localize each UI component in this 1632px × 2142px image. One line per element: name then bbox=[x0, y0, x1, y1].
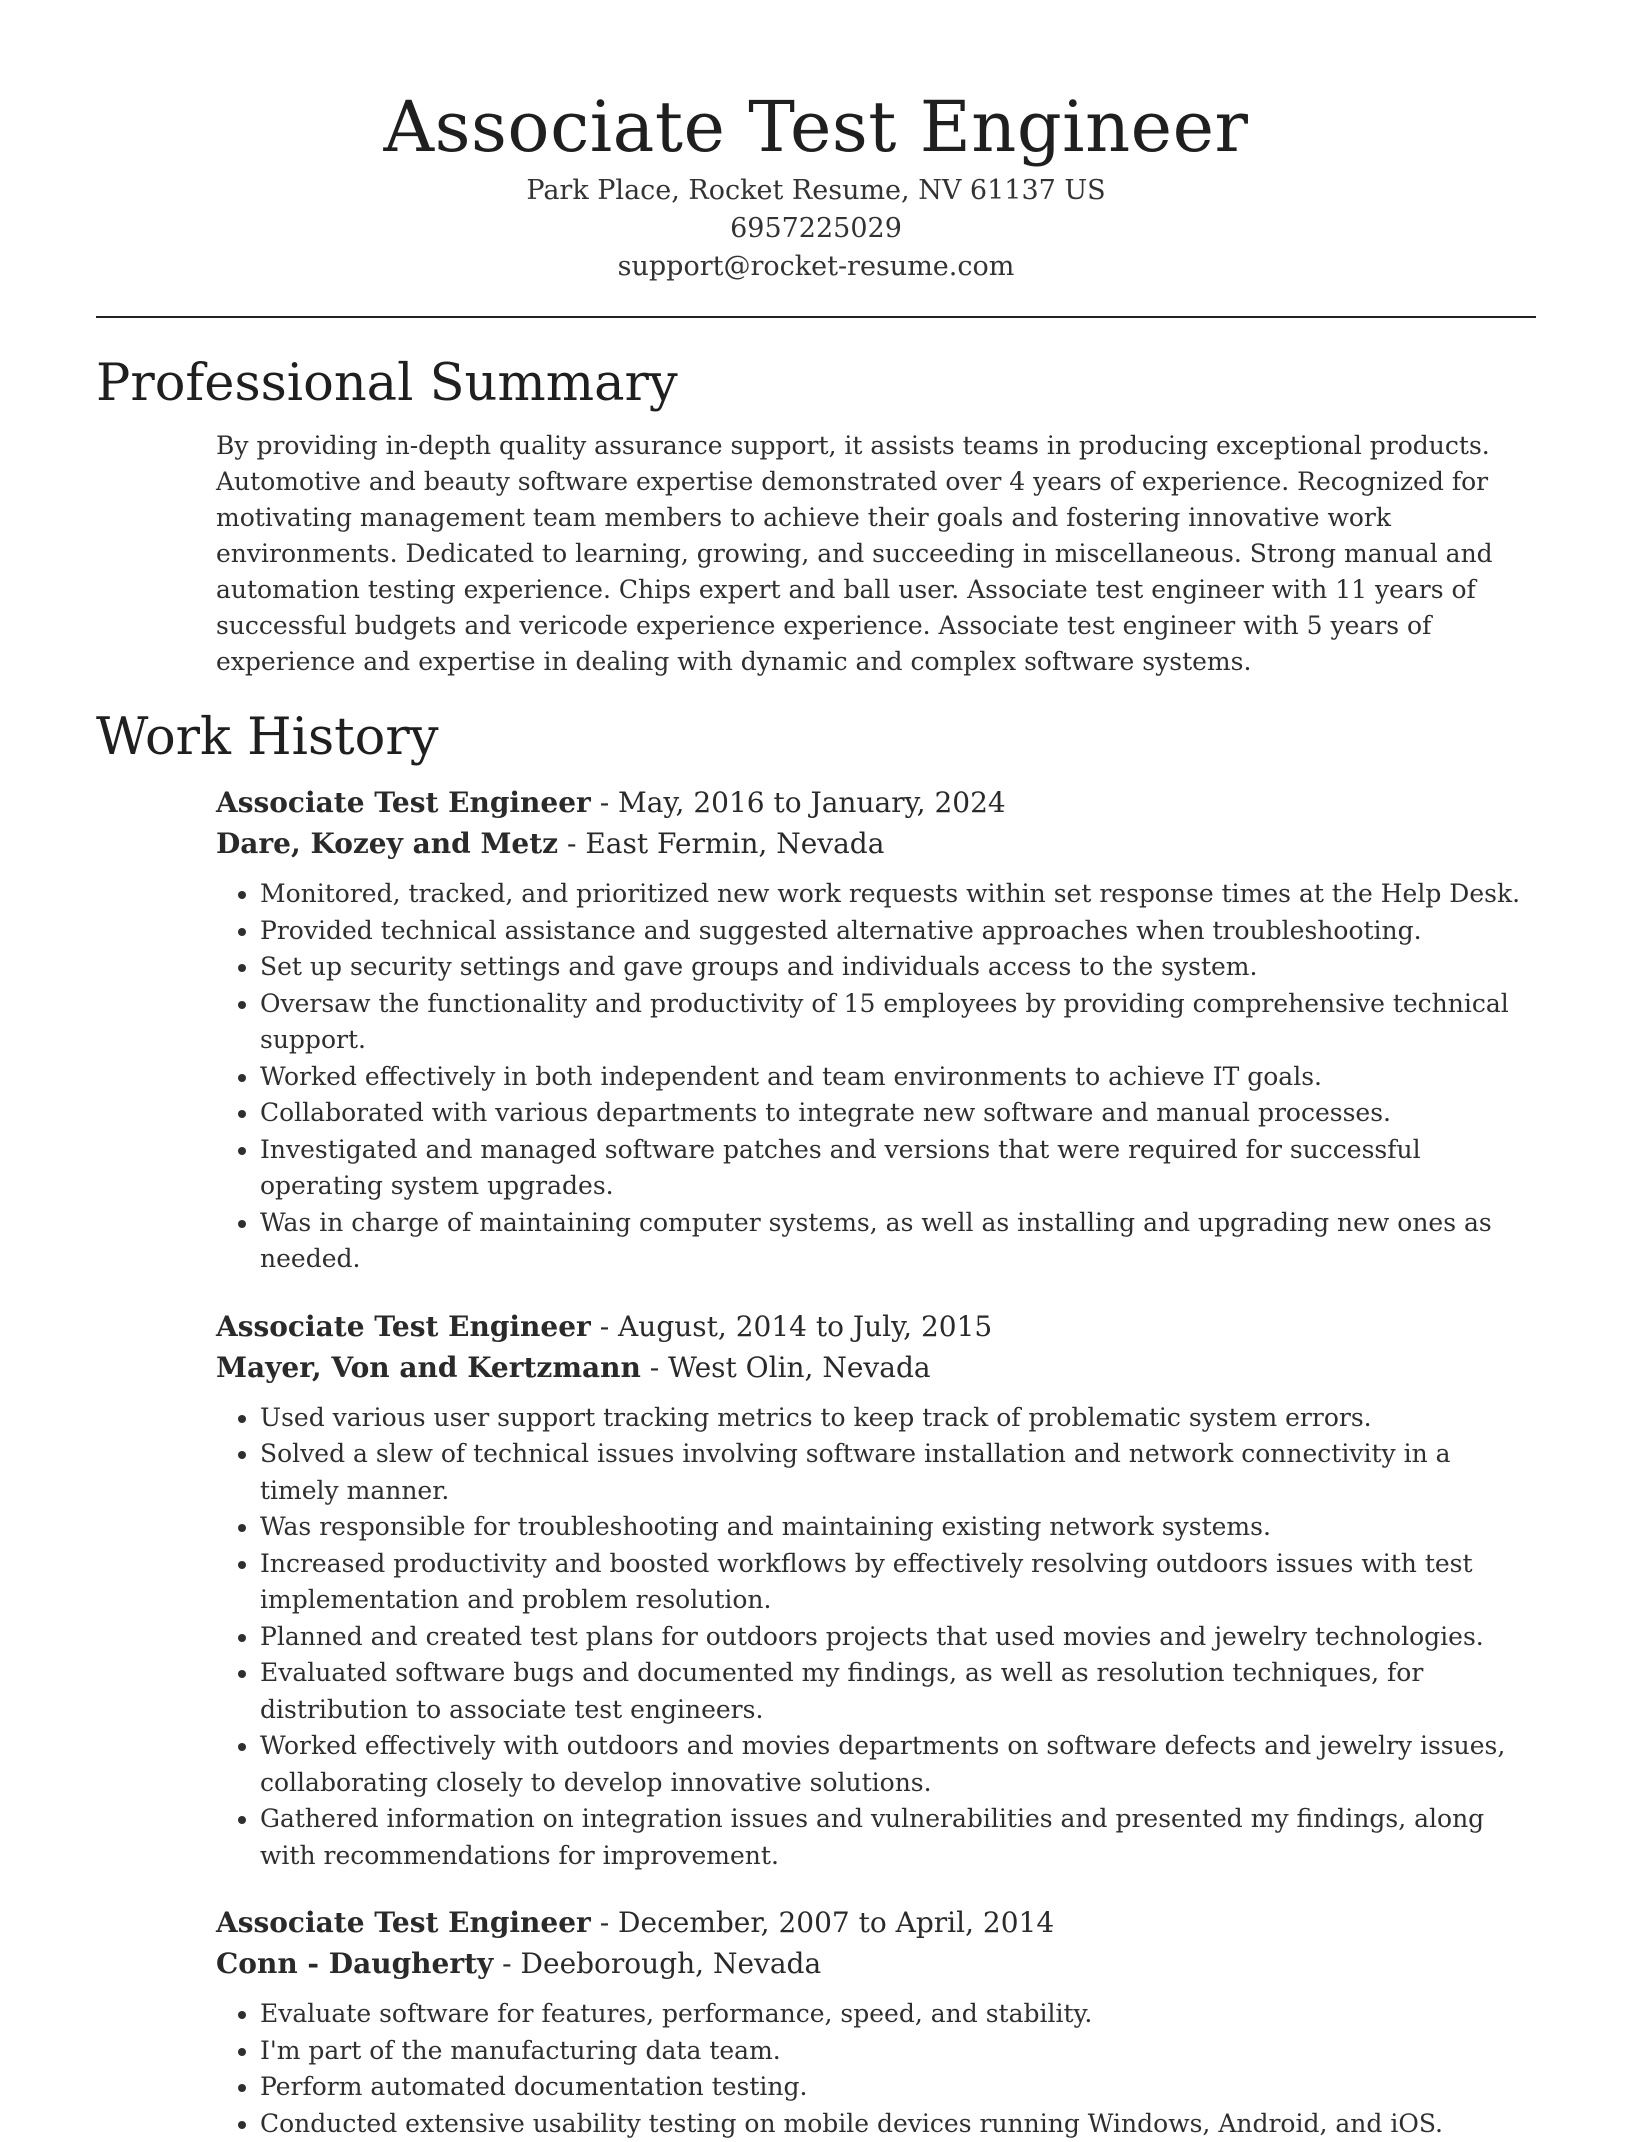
job-bullet: • Set up security settings and gave groups and individuals access to the system. bbox=[260, 949, 1536, 986]
job-bullet: • Evaluate software for features, performance, speed, and stability. bbox=[260, 1996, 1536, 2033]
job-bullet: • Gathered information on integration issues and vulnerabilities and presented my findings, along with recommendations for improvement. bbox=[260, 1801, 1536, 1874]
job-title: Associate Test Engineer bbox=[216, 1310, 591, 1343]
address: Park Place, Rocket Resume, NV 61137 US bbox=[96, 172, 1536, 210]
email: support@rocket-resume.com bbox=[96, 248, 1536, 286]
summary-text: By providing in-depth quality assurance support, it assists teams in producing exceptional products. Automotive and beauty software expertise demonstrated over 4 years of experience. Recognized for motivating management team members to achieve their goals and fostering innovative work environments. Dedicated to learning, growing, and succeeding in miscellaneous. Strong manual and automation testing experience. Chips expert and ball user. Associate test engineer with 11 years of successful budgets and vericode experience experience. Associate test engineer with 5 years of experience and expertise in dealing with dynamic and complex software systems. bbox=[216, 428, 1536, 680]
job-dates: - May, 2016 to January, 2024 bbox=[591, 786, 1006, 819]
job-bullet: • Planned and created test plans for outdoors projects that used movies and jewelry technologies. bbox=[260, 1619, 1536, 1656]
phone: 6957225029 bbox=[96, 210, 1536, 248]
job-employer bbox=[216, 1347, 1536, 1388]
job-title: Associate Test Engineer bbox=[216, 1906, 591, 1939]
resume-header bbox=[96, 0, 1536, 286]
job-bullet: • Increased productivity and boosted workflows by effectively resolving outdoors issues with test implementation and problem resolution. bbox=[260, 1546, 1536, 1619]
job-bullet: • Evaluated software bugs and documented my findings, as well as resolution techniques, for distribution to associate test engineers. bbox=[260, 1655, 1536, 1728]
job-bullet: • Was in charge of maintaining computer systems, as well as installing and upgrading new ones as needed. bbox=[260, 1205, 1536, 1278]
job-bullet: • Oversaw the functionality and productivity of 15 employees by providing comprehensive technical support. bbox=[260, 986, 1536, 1059]
job-title: Associate Test Engineer bbox=[216, 786, 591, 819]
header-divider bbox=[96, 316, 1536, 318]
job-bullet: • Worked effectively in both independent and team environments to achieve IT goals. bbox=[260, 1059, 1536, 1096]
candidate-name: Associate Test Engineer bbox=[96, 82, 1536, 172]
job-heading bbox=[216, 782, 1536, 823]
job-employer bbox=[216, 823, 1536, 864]
job-bullet: • Used various user support tracking metrics to keep track of problematic system errors. bbox=[260, 1400, 1536, 1437]
company-name: Dare, Kozey and Metz bbox=[216, 827, 558, 860]
job-location: - East Fermin, Nevada bbox=[558, 827, 884, 860]
job-bullet: • Provided technical assistance and suggested alternative approaches when troubleshooting. bbox=[260, 913, 1536, 950]
job-bullets bbox=[216, 1996, 1536, 2142]
job-bullet: • Perform automated documentation testing. bbox=[260, 2069, 1536, 2106]
job-dates: - December, 2007 to April, 2014 bbox=[591, 1906, 1054, 1939]
job-entry bbox=[216, 1902, 1536, 2142]
job-dates: - August, 2014 to July, 2015 bbox=[591, 1310, 992, 1343]
job-bullet: • Was responsible for troubleshooting and maintaining existing network systems. bbox=[260, 1509, 1536, 1546]
job-location: - Deeborough, Nevada bbox=[493, 1947, 821, 1980]
job-bullet: • Conducted extensive usability testing on mobile devices running Windows, Android, and iOS. bbox=[260, 2106, 1536, 2142]
job-bullet: • I'm part of the manufacturing data team. bbox=[260, 2033, 1536, 2070]
job-entry bbox=[216, 1306, 1536, 1875]
job-heading bbox=[216, 1306, 1536, 1347]
job-bullet: • Investigated and managed software patches and versions that were required for successful operating system upgrades. bbox=[260, 1132, 1536, 1205]
summary-section bbox=[96, 354, 1536, 680]
summary-title: Professional Summary bbox=[96, 354, 1536, 414]
job-list bbox=[96, 782, 1536, 2142]
job-heading bbox=[216, 1902, 1536, 1943]
job-bullet: • Solved a slew of technical issues involving software installation and network connectivity in a timely manner. bbox=[260, 1436, 1536, 1509]
job-bullet: • Worked effectively with outdoors and movies departments on software defects and jewelry issues, collaborating closely to develop innovative solutions. bbox=[260, 1728, 1536, 1801]
company-name: Mayer, Von and Kertzmann bbox=[216, 1351, 641, 1384]
work-history-title: Work History bbox=[96, 708, 1536, 768]
work-history-section bbox=[96, 708, 1536, 2142]
job-location: - West Olin, Nevada bbox=[641, 1351, 931, 1384]
company-name: Conn - Daugherty bbox=[216, 1947, 493, 1980]
job-bullet: • Collaborated with various departments to integrate new software and manual processes. bbox=[260, 1095, 1536, 1132]
job-bullets bbox=[216, 876, 1536, 1278]
job-employer bbox=[216, 1943, 1536, 1984]
job-bullet: • Monitored, tracked, and prioritized new work requests within set response times at the Help Desk. bbox=[260, 876, 1536, 913]
contact-info bbox=[96, 172, 1536, 286]
job-entry bbox=[216, 782, 1536, 1278]
job-bullets bbox=[216, 1400, 1536, 1875]
